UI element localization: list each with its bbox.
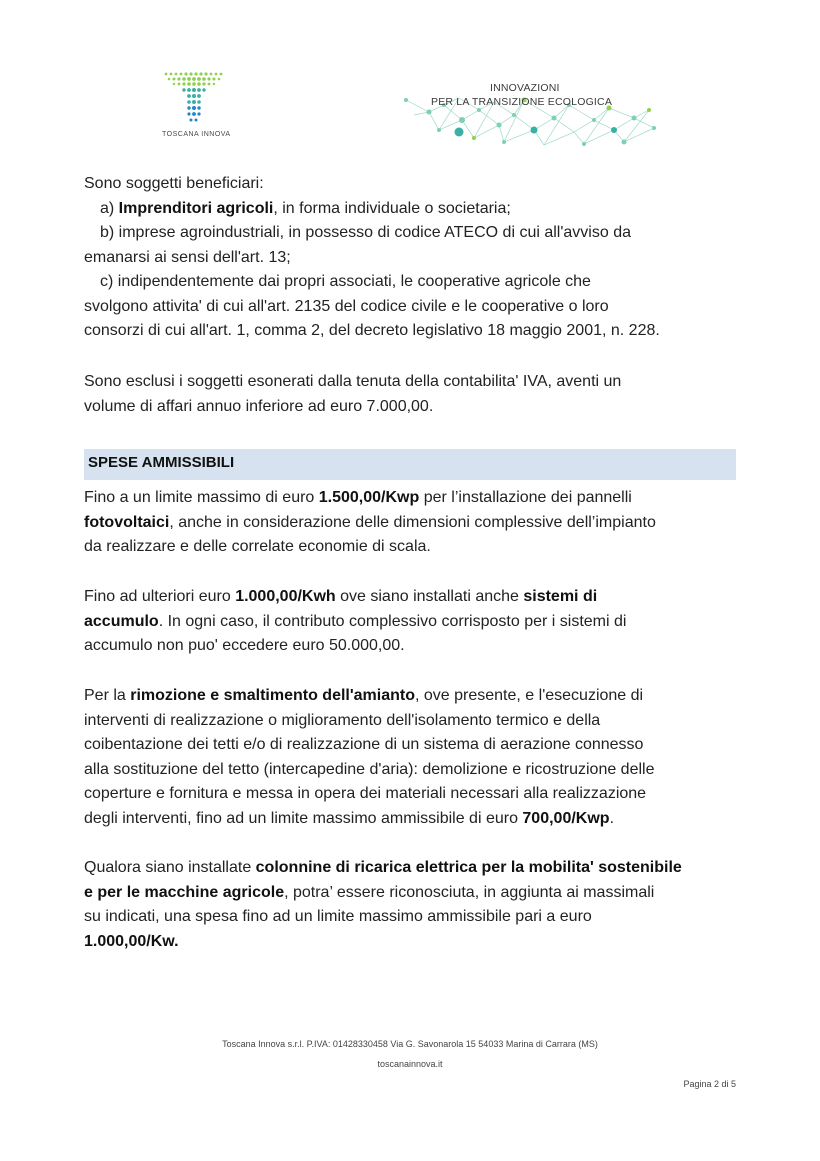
p3-text: , ove presente, e l'esecuzione di	[415, 687, 644, 704]
p1-line2	[84, 511, 736, 536]
esclusi-line1: Sono esclusi i soggetti esonerati dalla tenuta della contabilita' IVA, aventi un	[84, 373, 622, 390]
p3-text: Per la	[84, 687, 131, 704]
p2-line2	[84, 610, 736, 635]
p1-amount: 1.500,00/Kwp	[318, 489, 420, 506]
p2-line3: accumulo non puo' eccedere euro 50.000,00.	[84, 637, 405, 654]
p4-line3: su indicati, una spesa fino ad un limite massimo ammissibile pari a euro	[84, 908, 592, 925]
beneficiari-item-c-line2: svolgono attivita' di cui all'art. 2135 del codice civile e le cooperative o loro	[84, 297, 609, 315]
p1-text: Fino a un limite massimo di euro	[84, 489, 319, 506]
beneficiari-item-c-line3: consorzi di cui all'art. 1, comma 2, del decreto legislativo 18 maggio 2001, n. 228.	[84, 322, 660, 339]
p3-line3: coibentazione dei tetti e/o di realizzazione di un sistema di aerazione connesso	[84, 736, 644, 753]
page-number: Pagina 2 di 5	[683, 1079, 736, 1089]
paragraph-accumulo	[84, 585, 736, 659]
paragraph-amianto	[84, 684, 736, 831]
p1-bold-term: fotovoltaici	[84, 513, 170, 531]
p1-text: , anche in considerazione delle dimensioni complessive dell’impianto	[169, 513, 656, 531]
p2-text: . In ogni caso, il contributo complessivo corrisposto per i sistemi di	[158, 612, 627, 630]
p3-bold-term: rimozione e smaltimento dell'amianto	[130, 687, 415, 704]
p3-line4: alla sostituzione del tetto (intercapedine d'aria): demolizione e ricostruzione delle	[84, 760, 655, 778]
beneficiari-item-a	[84, 197, 736, 222]
p1-text: per l’installazione dei pannelli	[419, 489, 632, 506]
p4-line1	[84, 856, 736, 881]
p4-bold-term: colonnine di ricarica elettrica per la mobilita' sostenibile	[255, 859, 682, 876]
beneficiari-section	[84, 172, 736, 344]
footer-website: toscanainnova.it	[377, 1059, 443, 1069]
p4-line2	[84, 881, 736, 906]
p3-line5: coperture e fornitura e messa in opera dei materiali necessari alla realizzazione	[84, 785, 647, 802]
left-logo-caption: TOSCANA INNOVA	[162, 131, 231, 138]
p2-bold-term: accumulo	[84, 612, 159, 630]
item-a-bold: Imprenditori agricoli	[118, 199, 274, 217]
p3-line6	[84, 807, 736, 832]
p3-amount: 700,00/Kwp	[522, 809, 610, 827]
esclusi-line2: volume di affari annuo inferiore ad euro 7.000,00.	[84, 397, 434, 415]
p2-amount: 1.000,00/Kwh	[235, 588, 336, 605]
esclusi-paragraph	[84, 370, 736, 419]
p3-text: .	[609, 809, 615, 827]
beneficiari-item-b-line1: b) imprese agroindustriali, in possesso di codice ATECO di cui all'avviso da	[100, 224, 631, 241]
p2-bold-term: sistemi di	[523, 588, 598, 605]
p2-text: ove siano installati anche	[335, 588, 524, 605]
p4-text: , potra’ essere riconosciuta, in aggiunta ai massimali	[284, 883, 655, 901]
right-logo-subtitle: PER LA TRANSIZIONE ECOLOGICA	[431, 96, 613, 108]
p1-line1	[84, 486, 736, 511]
item-a-rest: , in forma individuale o societaria;	[273, 199, 511, 217]
p1-line3: da realizzare e delle correlate economie di scala.	[84, 538, 431, 555]
p2-text: Fino ad ulteriori euro	[84, 588, 236, 605]
beneficiari-item-b-line2: emanarsi ai sensi dell'art. 13;	[84, 248, 291, 266]
p3-line2: interventi di realizzazione o miglioramento dell'isolamento termico e della	[84, 711, 601, 729]
section-title: SPESE AMMISSIBILI	[88, 454, 235, 471]
beneficiari-intro: Sono soggetti beneficiari:	[84, 175, 264, 192]
section-heading-bar	[84, 449, 736, 480]
footer-company-info: Toscana Innova s.r.l. P.IVA: 01428330458 Via G. Savonarola 15 54033 Marina di Carrara (MS)	[222, 1039, 598, 1049]
p4-bold-term: e per le macchine agricole	[84, 883, 285, 901]
p4-text: Qualora siano installate	[84, 859, 256, 876]
p2-line1	[84, 585, 736, 610]
paragraph-fotovoltaici	[84, 486, 736, 560]
p4-amount: 1.000,00/Kw.	[84, 932, 179, 950]
paragraph-colonnine	[84, 856, 736, 954]
p3-text: degli interventi, fino ad un limite massimo ammissibile di euro	[84, 809, 523, 827]
beneficiari-item-c-line1: c) indipendentemente dai propri associati, le cooperative agricole che	[100, 273, 591, 290]
p3-line1	[84, 684, 736, 709]
p4-line4	[84, 930, 736, 955]
right-logo-title: INNOVAZIONI	[490, 82, 560, 94]
item-a-prefix: a)	[100, 199, 119, 217]
